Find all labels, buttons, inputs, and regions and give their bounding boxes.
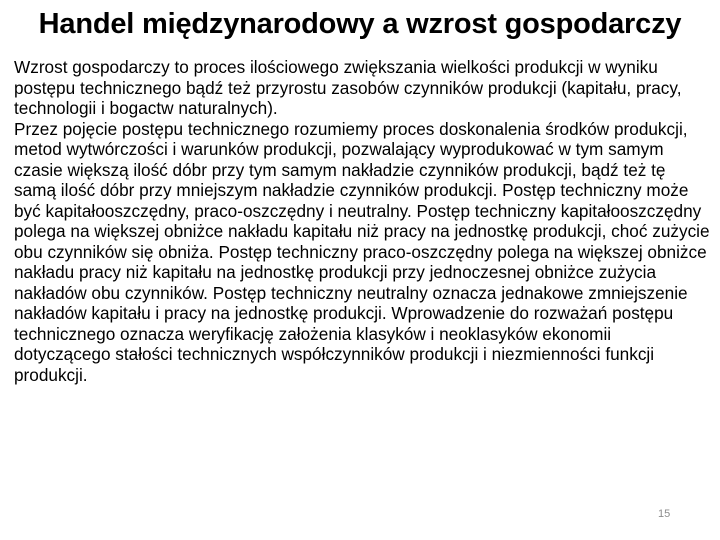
slide-title: Handel międzynarodowy a wzrost gospodarczy xyxy=(38,8,682,40)
page-number: 15 xyxy=(658,508,671,520)
slide-body xyxy=(14,57,710,385)
paragraph-definition: Wzrost gospodarczy to proces ilościowego zwiększania wielkości produkcji w wyniku postępu technicznego bądź też przyrostu zasobów czynników produkcji (kapitału, pracy, technologii i bogactw naturalnych). xyxy=(14,57,682,118)
paragraph-technical-progress: Przez pojęcie postępu technicznego rozumiemy proces doskonalenia środków produkcji, metod wytwórczości i warunków produkcji, pozwalający wyprodukować w tym samym czasie większą ilość dóbr przy tym samym nakładzie czynników produkcji, bądź też tę samą ilość dóbr przy mniejszym nakładzie czynników produkcji. Postęp techniczny może być kapitałooszczędny, praco-oszczędny i neutralny. Postęp techniczny kapitałooszczędny polega na większej obniżce nakładu kapitału niż pracy na jednostkę produkcji, choć zużycie obu czynników się obniża. Postęp techniczny praco-oszczędny polega na większej obniżce nakładu pracy niż kapitału na jednostkę produkcji przy jednoczesnej obniżce zużycia nakładów obu czynników. Postęp techniczny neutralny oznacza jednakowe zmniejszenie nakładów kapitału i pracy na jednostkę produkcji. Wprowadzenie do rozważań postępu technicznego oznacza weryfikację założenia klasyków i neoklasyków ekonomii dotyczącego stałości technicznych współczynników produkcji i niezmienności funkcji produkcji. xyxy=(14,118,710,385)
